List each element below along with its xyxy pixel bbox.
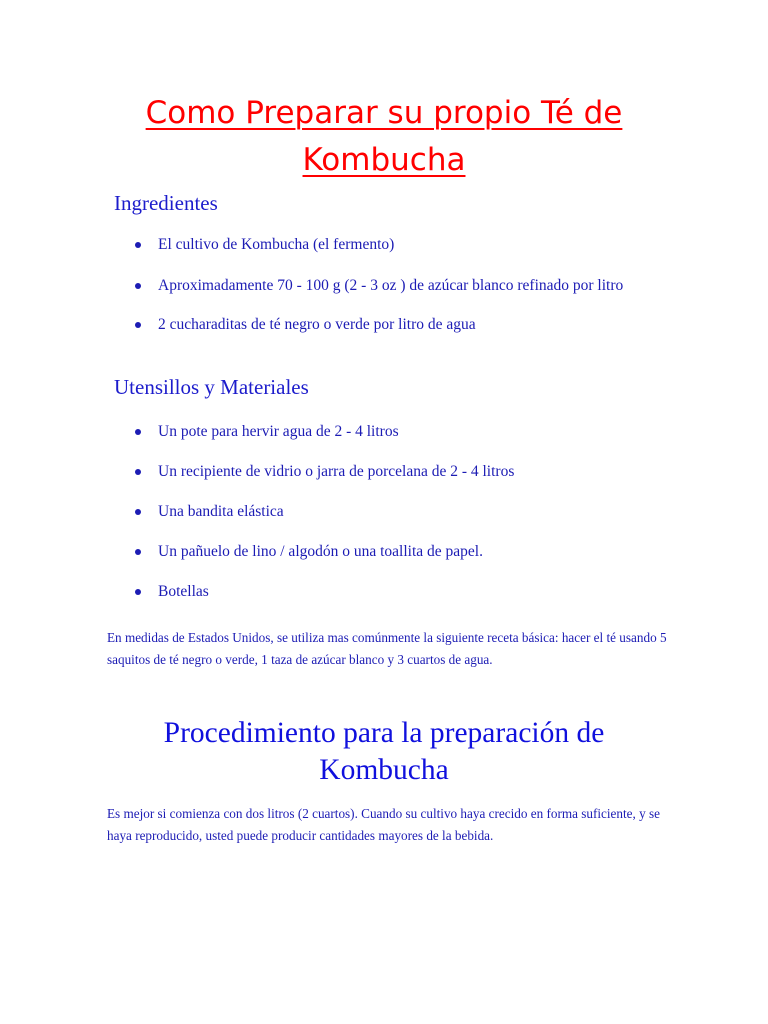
list-item [130, 421, 650, 442]
list-item [130, 275, 650, 296]
bullet-icon [135, 322, 141, 328]
medidas-paragraph: En medidas de Estados Unidos, se utiliza mas comúnmente la siguiente receta básica: hacer el té usando 5 saquitos de té negro o verde, 1 taza de azúcar blanco y 3 cuartos de agua. [107, 630, 667, 667]
procedimiento-paragraph: Es mejor si comienza con dos litros (2 cuartos). Cuando su cultivo haya crecido en forma suficiente, y se haya reproducido, usted puede producir cantidades mayores de la bebida. [107, 806, 660, 843]
list-item-text: 2 cucharaditas de té negro o verde por litro de agua [158, 316, 476, 333]
bullet-icon [135, 469, 141, 475]
bullet-icon [135, 242, 141, 248]
list-item [130, 234, 650, 255]
list-item-text: Un pañuelo de lino / algodón o una toallita de papel. [158, 543, 483, 560]
list-item [130, 461, 650, 482]
page-title: Como Preparar su propio Té de Kombucha [145, 95, 623, 178]
list-item-text: Un recipiente de vidrio o jarra de porcelana de 2 - 4 litros [158, 463, 515, 480]
list-item-text: El cultivo de Kombucha (el fermento) [158, 236, 395, 253]
bullet-icon [135, 283, 141, 289]
bullet-icon [135, 429, 141, 435]
ingredientes-heading: Ingredientes [114, 191, 218, 215]
list-item-text: Un pote para hervir agua de 2 - 4 litros [158, 423, 399, 440]
list-item [130, 581, 650, 602]
procedimiento-heading: Procedimiento para la preparación de Kombucha [163, 717, 605, 786]
list-item-text: Aproximadamente 70 - 100 g (2 - 3 oz ) de azúcar blanco refinado por litro [158, 277, 624, 294]
list-item [130, 314, 650, 335]
bullet-icon [135, 549, 141, 555]
list-item [130, 541, 650, 562]
utensilios-heading: Utensillos y Materiales [114, 375, 309, 399]
utensilios-list [130, 421, 650, 621]
list-item-text: Botellas [158, 583, 209, 600]
bullet-icon [135, 589, 141, 595]
ingredientes-list [130, 234, 650, 335]
bullet-icon [135, 509, 141, 515]
list-item-text: Una bandita elástica [158, 503, 284, 520]
list-item [130, 501, 650, 522]
